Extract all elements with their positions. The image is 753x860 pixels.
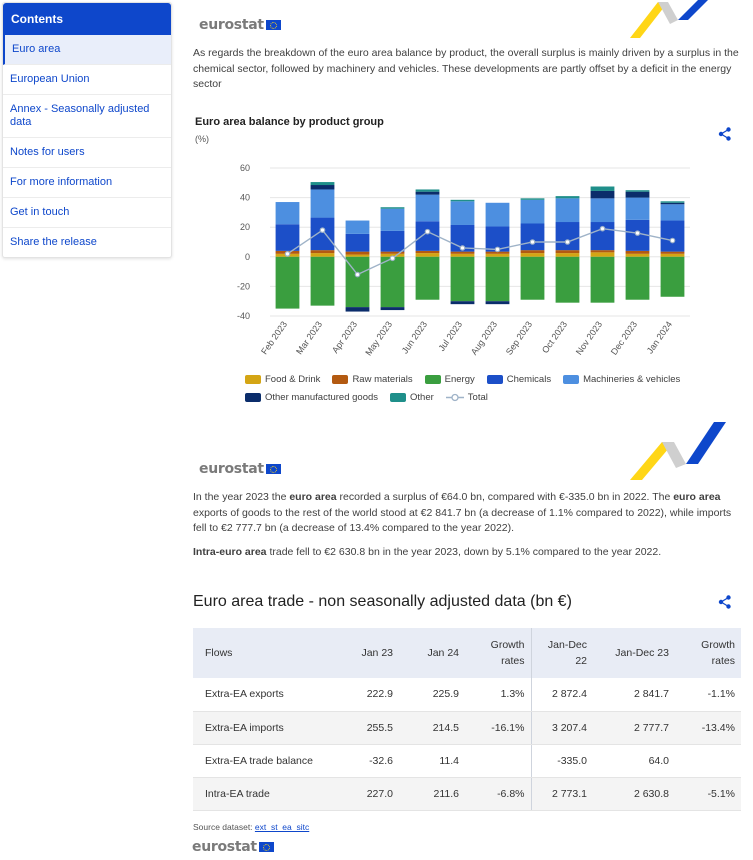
legend-label: Other <box>410 392 434 403</box>
bar-segment <box>591 198 615 222</box>
eu-flag-icon <box>266 20 281 30</box>
chart-legend <box>245 374 715 410</box>
sidebar-item-notes[interactable]: Notes for users <box>3 138 171 168</box>
row-label: Intra-EA trade <box>193 777 333 810</box>
bar-segment <box>311 218 335 251</box>
x-tick-label: Apr 2023 <box>329 319 360 356</box>
total-line <box>288 229 673 275</box>
bar-segment <box>556 198 580 222</box>
legend-item-energy[interactable] <box>425 374 475 385</box>
bar-segment <box>556 253 580 257</box>
eurostat-logo <box>192 839 274 855</box>
x-tick-label: Mar 2023 <box>294 319 325 357</box>
summary-paragraph-1: In the year 2023 the euro area recorded a surplus of €64.0 bn, compared with €-335.0 bn in 2022. The euro area exports of goods to the rest of the world stood at €2 841.7 bn (a decrease of 1.1% compared to 2022), while imports fell to €2 777.7 bn (a decrease of 13.4% compared to the year 2022). <box>193 491 732 534</box>
total-line-icon <box>446 393 464 402</box>
bar-segment <box>486 254 510 257</box>
bar-segment <box>661 201 685 202</box>
legend-swatch <box>390 393 406 402</box>
total-point <box>530 240 534 244</box>
table-cell: 2 773.1 <box>531 777 593 810</box>
table-cell: -6.8% <box>465 777 531 810</box>
row-label: Extra-EA imports <box>193 711 333 744</box>
bar-segment <box>311 182 335 185</box>
bar-segment <box>556 250 580 253</box>
bar-segment <box>591 187 615 191</box>
bar-segment <box>626 257 650 300</box>
bar-segment <box>626 198 650 220</box>
total-point <box>670 238 674 242</box>
bar-segment <box>451 200 475 201</box>
total-point <box>390 256 394 260</box>
y-tick-label: -20 <box>236 281 250 292</box>
decorative-stripes-icon <box>630 0 740 40</box>
x-tick-label: Dec 2023 <box>608 319 640 357</box>
bar-segment <box>451 254 475 257</box>
bar-segment <box>311 253 335 257</box>
bar-segment <box>521 224 545 251</box>
bar-segment <box>276 202 300 224</box>
eu-flag-icon <box>266 464 281 474</box>
legend-swatch <box>245 375 261 384</box>
table-cell: 2 777.7 <box>593 711 675 744</box>
legend-label: Machineries & vehicles <box>583 374 681 385</box>
legend-label: Other manufactured goods <box>265 392 379 403</box>
x-tick-label: Oct 2023 <box>539 319 570 356</box>
bar-segment <box>591 250 615 252</box>
bar-segment <box>346 234 370 252</box>
bar-segment <box>346 307 370 311</box>
total-point <box>600 226 604 230</box>
source-link[interactable]: ext_st_ea_sitc <box>254 822 310 832</box>
table-cell: 222.9 <box>333 678 399 711</box>
x-tick-label: Sep 2023 <box>503 319 535 357</box>
table-cell: 2 841.7 <box>593 678 675 711</box>
total-point <box>460 246 464 250</box>
bar-segment <box>346 255 370 257</box>
table-cell: -5.1% <box>675 777 741 810</box>
bar-segment <box>416 253 440 257</box>
header-flows: Flows <box>193 628 333 678</box>
total-point <box>320 228 324 232</box>
eurostat-logo <box>199 461 281 477</box>
header-growth-1: Growth rates <box>465 628 531 678</box>
legend-item-food[interactable] <box>245 374 320 385</box>
bar-segment <box>591 257 615 303</box>
table-row <box>193 777 741 810</box>
bar-segment <box>451 252 475 254</box>
bar-segment <box>521 257 545 300</box>
legend-item-total[interactable] <box>446 392 488 403</box>
bar-segment <box>346 221 370 234</box>
sidebar-item-share[interactable]: Share the release <box>10 236 97 248</box>
bar-segment <box>276 257 300 309</box>
bar-segment <box>276 224 300 251</box>
table-cell: -16.1% <box>465 711 531 744</box>
table-cell: -335.0 <box>531 744 593 777</box>
total-point <box>355 272 359 276</box>
table-cell: 227.0 <box>333 777 399 810</box>
y-tick-label: -40 <box>236 311 250 321</box>
legend-swatch <box>332 375 348 384</box>
legend-item-other-manufactured[interactable] <box>245 392 378 403</box>
legend-label: Food & Drink <box>265 374 321 385</box>
bar-segment <box>416 195 440 222</box>
bar-segment <box>626 192 650 198</box>
legend-label: Raw materials <box>352 374 413 385</box>
bar-segment <box>416 251 440 253</box>
bar-segment <box>486 203 510 227</box>
x-tick-label: Aug 2023 <box>468 319 500 357</box>
table-cell: 2 872.4 <box>531 678 593 711</box>
table-header-row <box>193 628 741 678</box>
bar-segment <box>311 189 335 217</box>
table-cell <box>465 744 531 777</box>
x-tick-label: Nov 2023 <box>573 319 605 357</box>
table-row <box>193 678 741 711</box>
table-cell: 225.9 <box>399 678 465 711</box>
bar-segment <box>661 254 685 257</box>
bar-segment <box>381 307 405 310</box>
bar-segment <box>381 209 405 231</box>
legend-swatch <box>245 393 261 402</box>
table-row <box>193 744 741 777</box>
bar-segment <box>521 200 545 224</box>
header-growth-2: Growth rates <box>675 628 741 678</box>
chart-unit: (%) <box>195 134 209 144</box>
table-cell: 255.5 <box>333 711 399 744</box>
bar-segment <box>486 301 510 304</box>
legend-swatch <box>563 375 579 384</box>
y-tick-label: 20 <box>239 222 250 233</box>
eurostat-logo-text: eurostat <box>192 839 257 855</box>
table-cell: -13.4% <box>675 711 741 744</box>
table-title: Euro area trade - non seasonally adjusted data (bn €) <box>193 593 572 610</box>
bar-segment <box>661 204 685 220</box>
table-cell: 214.5 <box>399 711 465 744</box>
table-cell: 64.0 <box>593 744 675 777</box>
legend-item-other[interactable] <box>390 392 434 403</box>
sidebar-item-more-info[interactable]: For more information <box>3 168 171 198</box>
eurostat-logo-text: eurostat <box>199 461 264 477</box>
bar-segment <box>661 221 685 252</box>
bar-segment <box>556 222 580 250</box>
y-tick-label: 60 <box>239 163 250 173</box>
eurostat-logo <box>199 17 281 33</box>
table-cell: 1.3% <box>465 678 531 711</box>
table-cell: 11.4 <box>399 744 465 777</box>
chart-title: Euro area balance by product group <box>195 116 384 128</box>
bar-segment <box>556 257 580 303</box>
source-dataset <box>193 822 309 832</box>
row-label: Extra-EA exports <box>193 678 333 711</box>
header-jan24: Jan 24 <box>399 628 465 678</box>
bar-segment <box>451 201 475 225</box>
eu-flag-icon <box>259 842 274 852</box>
legend-swatch <box>487 375 503 384</box>
legend-label: Energy <box>444 374 475 385</box>
sidebar-item-euro-area[interactable]: Euro area <box>3 35 171 65</box>
x-tick-label: Feb 2023 <box>259 319 290 357</box>
bar-segment <box>521 250 545 253</box>
legend-label: Total <box>467 392 488 403</box>
source-label: Source dataset: <box>193 822 255 832</box>
bar-segment <box>381 231 405 252</box>
bar-segment <box>626 254 650 257</box>
eurostat-logo-text: eurostat <box>199 17 264 33</box>
bar-segment <box>661 252 685 254</box>
summary-paragraph-2: Intra-euro area trade fell to €2 630.8 bn in the year 2023, down by 5.1% compared to the year 2022. <box>193 546 662 558</box>
table-cell: -1.1% <box>675 678 741 711</box>
total-point <box>425 229 429 233</box>
sidebar-item-european-union[interactable]: European Union <box>3 65 171 95</box>
bar-segment <box>451 257 475 301</box>
bar-segment <box>591 191 615 198</box>
legend-item-machinery[interactable] <box>563 374 680 385</box>
legend-item-raw[interactable] <box>332 374 412 385</box>
bar-segment <box>451 301 475 304</box>
intro-paragraph: As regards the breakdown of the euro area balance by product, the overall surplus is mainly driven by a surplus in the chemical sector, followed by machinery and vehicles. These developments are partly offset by a deficit in the energy sector <box>193 47 739 90</box>
bar-segment <box>416 192 440 195</box>
bar-segment <box>591 252 615 256</box>
bar-segment <box>346 252 370 255</box>
header-jan23: Jan 23 <box>333 628 399 678</box>
bar-segment <box>521 198 545 199</box>
share-icon[interactable] <box>718 127 732 141</box>
table-cell: -32.6 <box>333 744 399 777</box>
table-cell: 2 630.8 <box>593 777 675 810</box>
row-label: Extra-EA trade balance <box>193 744 333 777</box>
bar-segment <box>521 253 545 257</box>
table-cell <box>675 744 741 777</box>
bar-segment <box>311 257 335 306</box>
x-tick-label: Jul 2023 <box>436 319 465 354</box>
bar-segment <box>661 257 685 297</box>
table-cell: 3 207.4 <box>531 711 593 744</box>
bar-segment <box>626 251 650 254</box>
x-tick-label: Jan 2024 <box>644 319 675 356</box>
total-point <box>565 240 569 244</box>
balance-chart <box>220 158 700 368</box>
legend-item-chemicals[interactable] <box>487 374 551 385</box>
bar-segment <box>381 257 405 307</box>
x-tick-label: May 2023 <box>363 319 395 358</box>
total-point <box>495 247 499 251</box>
contents-sidebar <box>2 2 172 258</box>
total-point <box>285 252 289 256</box>
sidebar-item-annex[interactable]: Annex - Seasonally adjusted data <box>3 95 171 138</box>
bar-segment <box>416 189 440 191</box>
bar-segment <box>381 207 405 208</box>
trade-table <box>193 628 741 811</box>
x-tick-label: Jun 2023 <box>399 319 430 356</box>
y-tick-label: 40 <box>239 192 250 203</box>
decorative-stripes-icon <box>630 420 740 484</box>
sidebar-title: Contents <box>3 3 171 35</box>
header-jan-dec-23: Jan-Dec 23 <box>593 628 675 678</box>
bar-segment <box>556 196 580 198</box>
bar-segment <box>416 257 440 300</box>
legend-label: Chemicals <box>506 374 552 385</box>
bar-segment <box>626 190 650 191</box>
table-row <box>193 711 741 744</box>
bar-segment <box>661 203 685 204</box>
bar-segment <box>311 250 335 253</box>
total-point <box>635 231 639 235</box>
y-tick-label: 0 <box>244 251 250 262</box>
bar-segment <box>486 257 510 301</box>
bar-segment <box>311 185 335 189</box>
share-icon[interactable] <box>718 595 732 609</box>
sidebar-item-get-in-touch[interactable]: Get in touch <box>3 198 171 228</box>
table-cell: 211.6 <box>399 777 465 810</box>
header-jan-dec-22: Jan-Dec 22 <box>531 628 593 678</box>
legend-swatch <box>425 375 441 384</box>
